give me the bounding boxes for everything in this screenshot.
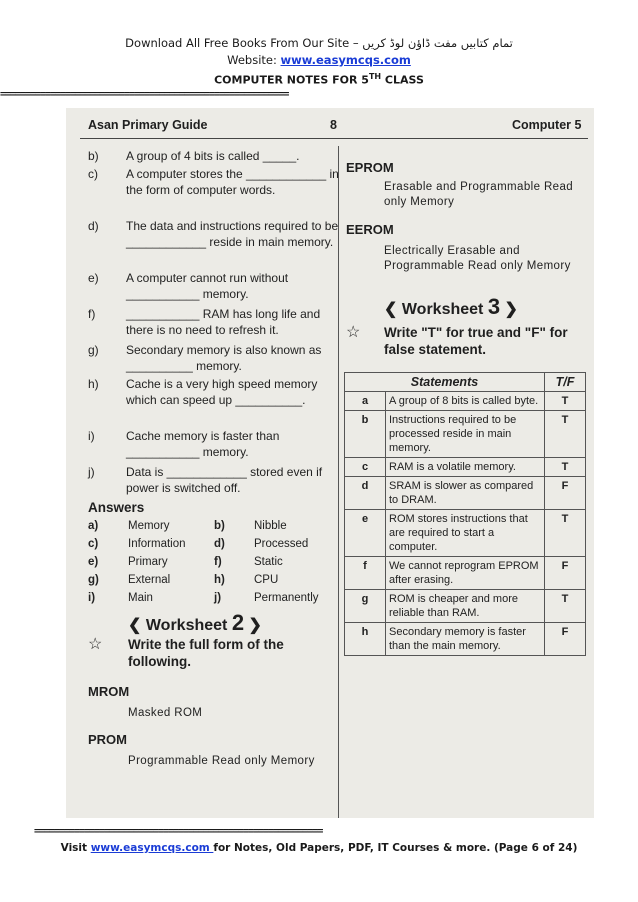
table-row — [345, 477, 586, 510]
answer-text: CPU — [254, 574, 279, 586]
row-statement: We cannot reprogram EPROM after erasing. — [386, 557, 545, 590]
table-row — [345, 411, 586, 458]
answer-letter: i) — [88, 592, 96, 604]
statements-header: Statements — [345, 373, 545, 392]
answer-text: Nibble — [254, 520, 287, 532]
answer-row — [88, 592, 319, 604]
worksheet-2-heading: ❮ Worksheet 2 ❯ — [128, 610, 262, 635]
website-label: Website: — [227, 53, 277, 67]
answer-row — [88, 574, 278, 586]
answer-row — [88, 538, 308, 550]
running-head-left: Asan Primary Guide — [88, 118, 208, 132]
website-link[interactable]: www.easymcqs.com — [280, 53, 411, 67]
website-line — [0, 53, 638, 67]
row-letter: b — [345, 411, 386, 458]
row-letter: d — [345, 477, 386, 510]
download-line: Download All Free Books From Our Site – تمام کتابیں مفت ڈاؤن لوڈ کریں — [125, 36, 513, 50]
row-statement: Secondary memory is faster than the main memory. — [386, 623, 545, 656]
row-statement: ROM stores instructions that are required to start a computer. — [386, 510, 545, 557]
question-text: A group of 4 bits is called _____. — [126, 149, 300, 163]
footer-visit: Visit — [60, 842, 91, 854]
question-text: Secondary memory is also known as __________ memory. — [126, 343, 322, 373]
row-answer: T — [545, 458, 586, 477]
table-header-row — [345, 373, 586, 392]
answer-letter: g) — [88, 574, 99, 586]
abbreviation: EPROM — [346, 160, 394, 175]
notes-title — [0, 72, 638, 87]
running-head-right: Computer 5 — [512, 118, 582, 132]
row-letter: f — [345, 557, 386, 590]
table-row — [345, 557, 586, 590]
table-row — [345, 392, 586, 411]
answer-text: Information — [128, 538, 186, 550]
worksheet-number: 2 — [231, 610, 245, 635]
row-answer: T — [545, 411, 586, 458]
question-letter: c) — [88, 167, 98, 181]
worksheet-2-instruction: Write the full form of the following. — [128, 637, 284, 669]
row-answer: F — [545, 557, 586, 590]
row-letter: a — [345, 392, 386, 411]
footer — [0, 842, 638, 854]
answer-text: Permanently — [254, 592, 319, 604]
worksheet-number: 3 — [487, 294, 501, 319]
question-text: A computer cannot run without ___________ memory. — [126, 271, 289, 301]
notes-title-end: CLASS — [381, 73, 424, 87]
notes-title-main: COMPUTER NOTES FOR 5 — [214, 73, 369, 87]
answer-letter: j) — [214, 592, 222, 604]
row-statement: SRAM is slower as compared to DRAM. — [386, 477, 545, 510]
star-icon: ☆ — [88, 636, 103, 653]
answer-text: External — [128, 574, 171, 586]
answer-letter: h) — [214, 574, 225, 586]
row-answer: T — [545, 392, 586, 411]
answer-row — [88, 520, 287, 532]
full-form: Erasable and Programmable Read only Memory — [384, 181, 574, 208]
answers-heading: Answers — [88, 500, 145, 515]
true-false-table — [344, 372, 586, 656]
full-form: Programmable Read only Memory — [128, 755, 315, 767]
question-text: Cache memory is faster than ___________ memory. — [126, 429, 280, 459]
bottom-separator: ========================================================== — [34, 826, 323, 837]
worksheet-label: Worksheet — [401, 301, 484, 318]
tf-header: T/F — [545, 373, 586, 392]
row-statement: ROM is cheaper and more reliable than RAM. — [386, 590, 545, 623]
full-form: Masked ROM — [128, 707, 203, 719]
question-letter: f) — [88, 307, 96, 321]
answer-letter: b) — [214, 520, 225, 532]
table-row — [345, 510, 586, 557]
question-letter: e) — [88, 271, 99, 285]
answer-text: Processed — [254, 538, 309, 550]
star-icon: ☆ — [346, 324, 361, 341]
row-answer: F — [545, 623, 586, 656]
row-letter: e — [345, 510, 386, 557]
abbreviation: PROM — [88, 732, 127, 747]
row-statement: A group of 8 bits is called byte. — [386, 392, 545, 411]
row-answer: F — [545, 477, 586, 510]
row-answer: T — [545, 510, 586, 557]
row-letter: g — [345, 590, 386, 623]
question-letter: h) — [88, 377, 99, 391]
question-letter: i) — [88, 429, 95, 443]
answer-text: Primary — [128, 556, 168, 568]
answer-text: Main — [128, 592, 153, 604]
table-row — [345, 458, 586, 477]
answer-letter: e) — [88, 556, 99, 568]
page-number: 8 — [330, 118, 337, 132]
full-form: Electrically Erasable and Programmable Read only Memory — [384, 245, 571, 272]
scanned-page — [66, 108, 594, 818]
notes-title-sup: TH — [368, 72, 382, 81]
worksheet-3-heading: ❮ Worksheet 3 ❯ — [384, 294, 518, 319]
row-statement: RAM is a volatile memory. — [386, 458, 545, 477]
worksheet-label: Worksheet — [145, 617, 228, 634]
top-separator: ========================================================== — [0, 89, 289, 100]
question-text: A computer stores the ____________ in the form of computer words. — [126, 167, 339, 197]
answer-letter: f) — [214, 556, 222, 568]
answer-text: Static — [254, 556, 283, 568]
abbreviation: EEROM — [346, 222, 394, 237]
answer-letter: d) — [214, 538, 225, 550]
question-text: Data is ____________ stored even if power is switched off. — [126, 465, 323, 495]
answer-row — [88, 556, 283, 568]
header-rule — [80, 138, 588, 139]
question-text: The data and instructions required to be ____________ reside in main memory. — [126, 219, 339, 249]
footer-rest: for Notes, Old Papers, PDF, IT Courses & more. (Page 6 of 24) — [213, 842, 578, 854]
table-row — [345, 623, 586, 656]
question-letter: g) — [88, 343, 99, 357]
row-letter: h — [345, 623, 386, 656]
question-letter: d) — [88, 219, 99, 233]
worksheet-3-instruction: Write "T" for true and "F" for false statement. — [384, 325, 568, 357]
answer-text: Memory — [128, 520, 170, 532]
answer-letter: c) — [88, 538, 99, 550]
row-answer: T — [545, 590, 586, 623]
question-text: ___________ RAM has long life and there is no need to refresh it. — [126, 307, 321, 337]
footer-link[interactable]: www.easymcqs.com — [90, 842, 214, 854]
question-text: Cache is a very high speed memory which can speed up __________. — [126, 377, 318, 407]
table-row — [345, 590, 586, 623]
answer-letter: a) — [88, 520, 99, 532]
question-letter: b) — [88, 149, 99, 163]
question-letter: j) — [88, 465, 95, 479]
row-letter: c — [345, 458, 386, 477]
abbreviation: MROM — [88, 684, 130, 699]
row-statement: Instructions required to be processed reside in main memory. — [386, 411, 545, 458]
